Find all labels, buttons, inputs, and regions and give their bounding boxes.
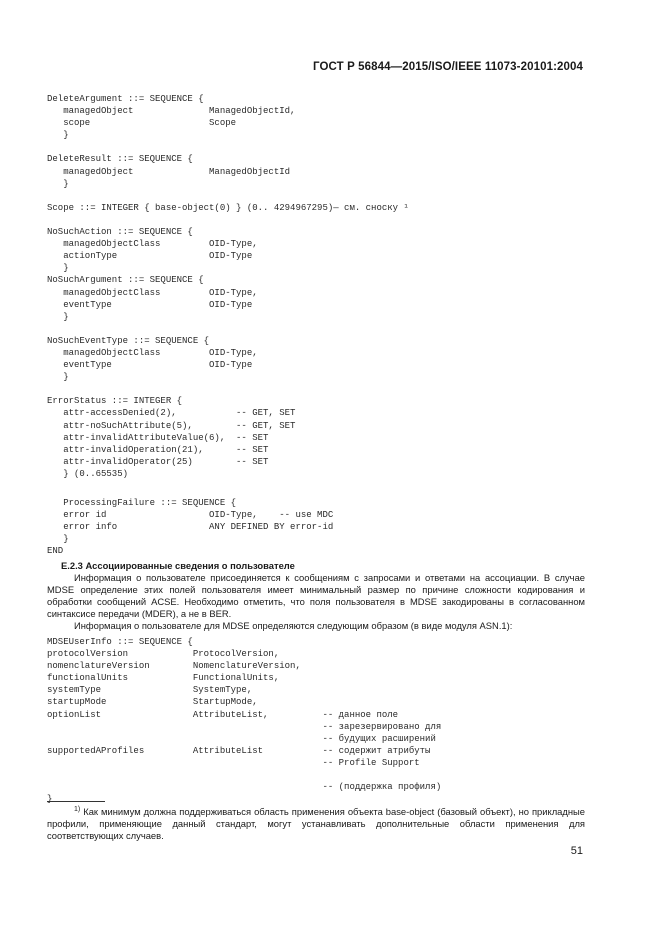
section-title: Е.2.3 Ассоциированные сведения о пользователе xyxy=(61,560,295,571)
paragraph-2: Информация о пользователе для MDSE определяются следующим образом (в виде модуля ASN.1): xyxy=(74,620,513,631)
asn1-code-block-user-info: MDSEUserInfo ::= SEQUENCE { protocolVersion ProtocolVersion, nomenclatureVersion NomenclatureVersion, functionalUnits FunctionalUnits, systemType SystemType, startupMode StartupMode, optionList AttributeList, -- данное поле -- зарезервировано для -- будущих расширений supportedAProfiles AttributeList -- содержит атрибуты -- Profile Support -- (поддержка профиля) } xyxy=(47,637,442,805)
footnote-text: Как минимум должна поддерживаться область применения объекта base-object (базовый объект), но прикладные профили, применяющие данный стандарт, могут устанавливать дополнительные области применения для соответствующих случаев. xyxy=(47,806,585,842)
section-user-info xyxy=(47,560,585,632)
page-number: 51 xyxy=(570,845,583,857)
footnote-divider xyxy=(47,801,105,802)
paragraph-1: Информация о пользователе присоединяется к сообщениям с запросами и ответами на ассоциации. В случае MDSE определение этих полей пользователя имеет минимальный размер по причине сложности кодирования и обработки сообщений ACSE. Необходимо отметить, что поля пользователя в MDSE закодированы в согласованном синтаксисе передачи (MDER), а не в BER. xyxy=(47,572,585,619)
page-header-title: ГОСТ Р 56844—2015/ISO/IEEE 11073-20101:2004 xyxy=(313,61,583,73)
asn1-code-block-processing-failure: ProcessingFailure ::= SEQUENCE { error id OID-Type, -- use MDC error info ANY DEFINED BY error-id } END xyxy=(47,498,334,557)
footnote xyxy=(47,804,585,842)
footnote-mark: 1) xyxy=(74,806,81,813)
asn1-code-block-errors: DeleteArgument ::= SEQUENCE { managedObject ManagedObjectId, scope Scope } DeleteResult ::= SEQUENCE { managedObject ManagedObjectId } Scope ::= INTEGER { base-object(0) } (0.. 4294967295)— см. сноску ¹ NoSuchAction ::= SEQUENCE { managedObjectClass OID-Type, actionType OID-Type } NoSuchArgument ::= SEQUENCE { managedObjectClass OID-Type, eventType OID-Type } NoSuchEventType ::= SEQUENCE { managedObjectClass OID-Type, eventType OID-Type } ErrorStatus ::= INTEGER { attr-accessDenied(2), -- GET, SET attr-noSuchAttribute(5), -- GET, SET attr-invalidAttributeValue(6), -- SET attr-invalidOperation(21), -- SET attr-invalidOperator(25) -- SET } (0..65535) xyxy=(47,94,409,479)
